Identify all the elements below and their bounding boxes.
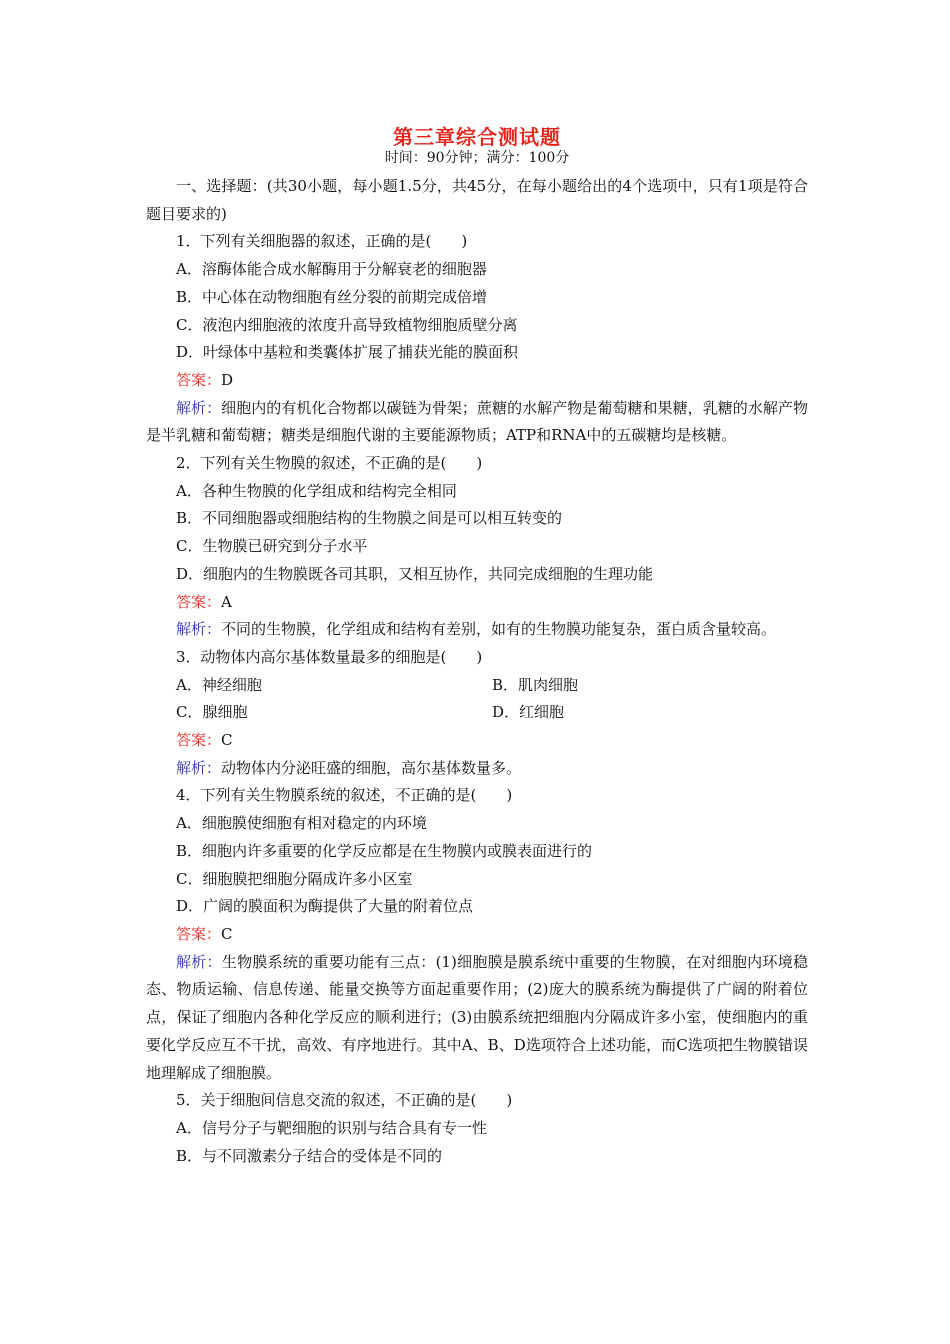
question-option: B．细胞内许多重要的化学反应都是在生物膜内或膜表面进行的 xyxy=(176,841,593,860)
question-stem: 3．动物体内高尔基体数量最多的细胞是( ) xyxy=(176,647,483,666)
question-option: D．红细胞 xyxy=(492,703,565,722)
question-option: D．叶绿体中基粒和类囊体扩展了捕获光能的膜面积 xyxy=(176,343,519,362)
answer-line xyxy=(146,727,808,755)
analysis-paragraph xyxy=(146,755,808,783)
question-option: B．不同细胞器或细胞结构的生物膜之间是可以相互转变的 xyxy=(176,509,563,528)
analysis-text: 动物体内分泌旺盛的细胞，高尔基体数量多。 xyxy=(221,758,522,777)
exam-info: 时间：90分钟；满分：100分 xyxy=(384,150,570,166)
analysis-paragraph xyxy=(146,949,808,1088)
option-row xyxy=(146,699,808,727)
option-row xyxy=(146,672,808,700)
answer-line xyxy=(146,367,808,395)
answer-line xyxy=(146,589,808,617)
answer-value: D xyxy=(221,370,234,389)
analysis-label: 解析： xyxy=(176,620,222,639)
question-stem: 4．下列有关生物膜系统的叙述，不正确的是( ) xyxy=(176,786,513,805)
analysis-text: 细胞内的有机化合物都以碳链为骨架；蔗糖的水解产物是葡萄糖和果糖，乳糖的水解产物是半乳糖和葡萄糖；糖类是细胞代谢的主要能源物质；ATP和RNA中的五碳糖均是核糖。 xyxy=(146,398,808,445)
question-option: C．生物膜已研究到分子水平 xyxy=(176,537,368,556)
question-option: A．各种生物膜的化学组成和结构完全相同 xyxy=(176,481,457,500)
question-option: A．细胞膜使细胞有相对稳定的内环境 xyxy=(176,814,427,833)
analysis-text: 生物膜系统的重要功能有三点：(1)细胞膜是膜系统中重要的生物膜，在对细胞内环境稳态、物质运输、信息传递、能量交换等方面起重要作用；(2)庞大的膜系统为酶提供了广阔的附着位点，保证了细胞内各种化学反应的顺利进行；(3)由膜系统把细胞内分隔成许多小室，使细胞内的重要化学反应互不干扰，高效、有序地进行。其中A、B、D选项符合上述功能，而C选项把生物膜错误地理解成了细胞膜。 xyxy=(146,952,808,1082)
answer-value: C xyxy=(221,731,233,750)
answer-value: C xyxy=(221,924,233,943)
answer-line xyxy=(146,921,808,949)
analysis-paragraph xyxy=(146,616,808,644)
analysis-paragraph xyxy=(146,395,808,450)
analysis-label: 解析： xyxy=(176,398,222,417)
answer-value: A xyxy=(221,592,232,611)
question-option: B．肌肉细胞 xyxy=(492,675,579,694)
question-stem: 1．下列有关细胞器的叙述，正确的是( ) xyxy=(176,232,468,251)
question-option: C．腺细胞 xyxy=(176,703,248,722)
answer-label: 答案： xyxy=(176,370,222,389)
question-option: B．中心体在动物细胞有丝分裂的前期完成倍增 xyxy=(176,287,488,306)
question-option: C．液泡内细胞液的浓度升高导致植物细胞质壁分离 xyxy=(176,315,518,334)
question-option: B．与不同激素分子结合的受体是不同的 xyxy=(176,1146,443,1165)
answer-label: 答案： xyxy=(176,592,222,611)
question-option: D．广阔的膜面积为酶提供了大量的附着位点 xyxy=(176,897,474,916)
page-title: 第三章综合测试题 xyxy=(393,125,561,149)
analysis-label: 解析： xyxy=(176,758,222,777)
analysis-label: 解析： xyxy=(176,952,222,971)
document-body xyxy=(146,120,808,1170)
answer-label: 答案： xyxy=(176,731,222,750)
question-option: D．细胞内的生物膜既各司其职，又相互协作，共同完成细胞的生理功能 xyxy=(176,564,654,583)
section-intro: 一、选择题：(共30小题，每小题1.5分，共45分，在每小题给出的4个选项中，只有1项是符合题目要求的) xyxy=(146,177,808,223)
question-stem: 5．关于细胞间信息交流的叙述，不正确的是( ) xyxy=(176,1091,513,1110)
question-stem: 2．下列有关生物膜的叙述，不正确的是( ) xyxy=(176,454,483,473)
question-option: C．细胞膜把细胞分隔成许多小区室 xyxy=(176,869,413,888)
answer-label: 答案： xyxy=(176,924,222,943)
analysis-text: 不同的生物膜，化学组成和结构有差别，如有的生物膜功能复杂，蛋白质含量较高。 xyxy=(221,620,777,639)
question-option: A．神经细胞 xyxy=(176,675,262,694)
question-option: A．信号分子与靶细胞的识别与结合具有专一性 xyxy=(176,1118,487,1137)
question-option: A．溶酶体能合成水解酶用于分解衰老的细胞器 xyxy=(176,260,487,279)
